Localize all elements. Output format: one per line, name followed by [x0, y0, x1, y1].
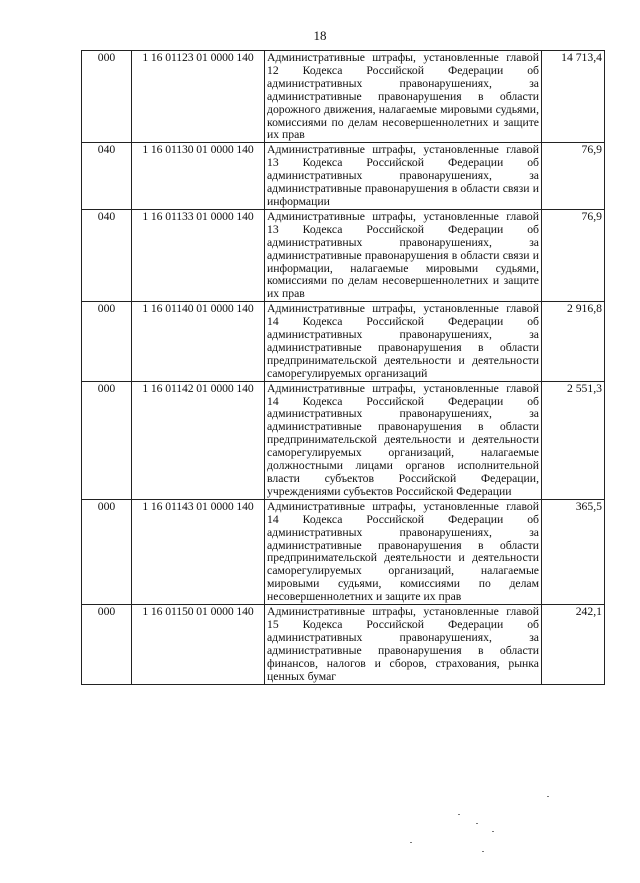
admin-code-cell: 000	[82, 605, 132, 684]
admin-code-cell: 000	[82, 381, 132, 499]
table-row	[82, 51, 605, 143]
amount-cell: 242,1	[542, 605, 605, 684]
admin-code-cell: 040	[82, 209, 132, 301]
scan-speck	[458, 814, 460, 815]
admin-code-cell: 000	[82, 51, 132, 143]
table-row	[82, 302, 605, 381]
revenue-table-body	[82, 51, 605, 685]
amount-cell: 14 713,4	[542, 51, 605, 143]
revenue-name-cell: Административные штрафы, установленные главой 15 Кодекса Российской Федерации об административных правонарушениях, за административные правонарушения в области финансов, налогов и сборов, страхования, рынка ценных бумаг	[265, 605, 542, 684]
budget-code-cell: 1 16 01150 01 0000 140	[132, 605, 265, 684]
table-row	[82, 143, 605, 210]
amount-cell: 76,9	[542, 209, 605, 301]
revenue-table	[81, 50, 605, 685]
table-row	[82, 499, 605, 604]
admin-code-cell: 000	[82, 499, 132, 604]
admin-code-cell: 040	[82, 143, 132, 210]
scan-speck	[476, 823, 478, 824]
table-row	[82, 209, 605, 301]
admin-code-cell: 000	[82, 302, 132, 381]
scan-speck	[547, 796, 549, 797]
revenue-name-cell: Административные штрафы, установленные главой 14 Кодекса Российской Федерации об административных правонарушениях, за административные правонарушения в области предпринимательской деятельности и деятельности саморегулируемых организаций	[265, 302, 542, 381]
revenue-name-cell: Административные штрафы, установленные главой 13 Кодекса Российской Федерации об административных правонарушениях, за административные правонарушения в области связи и информации	[265, 143, 542, 210]
budget-code-cell: 1 16 01133 01 0000 140	[132, 209, 265, 301]
revenue-name-cell: Административные штрафы, установленные главой 13 Кодекса Российской Федерации об административных правонарушениях, за административные правонарушения в области связи и информации, налагаемые мировыми судьями, комиссиями по делам несовершеннолетних и защите их прав	[265, 209, 542, 301]
revenue-name-cell: Административные штрафы, установленные главой 14 Кодекса Российской Федерации об административных правонарушениях, за административные правонарушения в области предпринимательской деятельности и деятельности саморегулируемых организаций, налагаемые должностными лицами органов исполнительной власти субъектов Российской Федерации, учреждениями субъектов Российской Федерации	[265, 381, 542, 499]
budget-code-cell: 1 16 01143 01 0000 140	[132, 499, 265, 604]
table-row	[82, 605, 605, 684]
page-number: 18	[313, 28, 327, 43]
budget-code-cell: 1 16 01142 01 0000 140	[132, 381, 265, 499]
scan-speck	[492, 831, 494, 832]
budget-code-cell: 1 16 01130 01 0000 140	[132, 143, 265, 210]
table-row	[82, 381, 605, 499]
amount-cell: 2 916,8	[542, 302, 605, 381]
scan-speck	[482, 851, 484, 852]
amount-cell: 365,5	[542, 499, 605, 604]
revenue-name-cell: Административные штрафы, установленные главой 14 Кодекса Российской Федерации об административных правонарушениях, за административные правонарушения в области предпринимательской деятельности и деятельности саморегулируемых организаций, налагаемые мировыми судьями, комиссиями по делам несовершеннолетних и защите их прав	[265, 499, 542, 604]
budget-code-cell: 1 16 01123 01 0000 140	[132, 51, 265, 143]
budget-code-cell: 1 16 01140 01 0000 140	[132, 302, 265, 381]
revenue-name-cell: Административные штрафы, установленные главой 12 Кодекса Российской Федерации об административных правонарушениях, за административные правонарушения в области дорожного движения, налагаемые мировыми судьями, комиссиями по делам несовершеннолетних и защите их прав	[265, 51, 542, 143]
amount-cell: 2 551,3	[542, 381, 605, 499]
amount-cell: 76,9	[542, 143, 605, 210]
scan-speck	[410, 842, 412, 843]
